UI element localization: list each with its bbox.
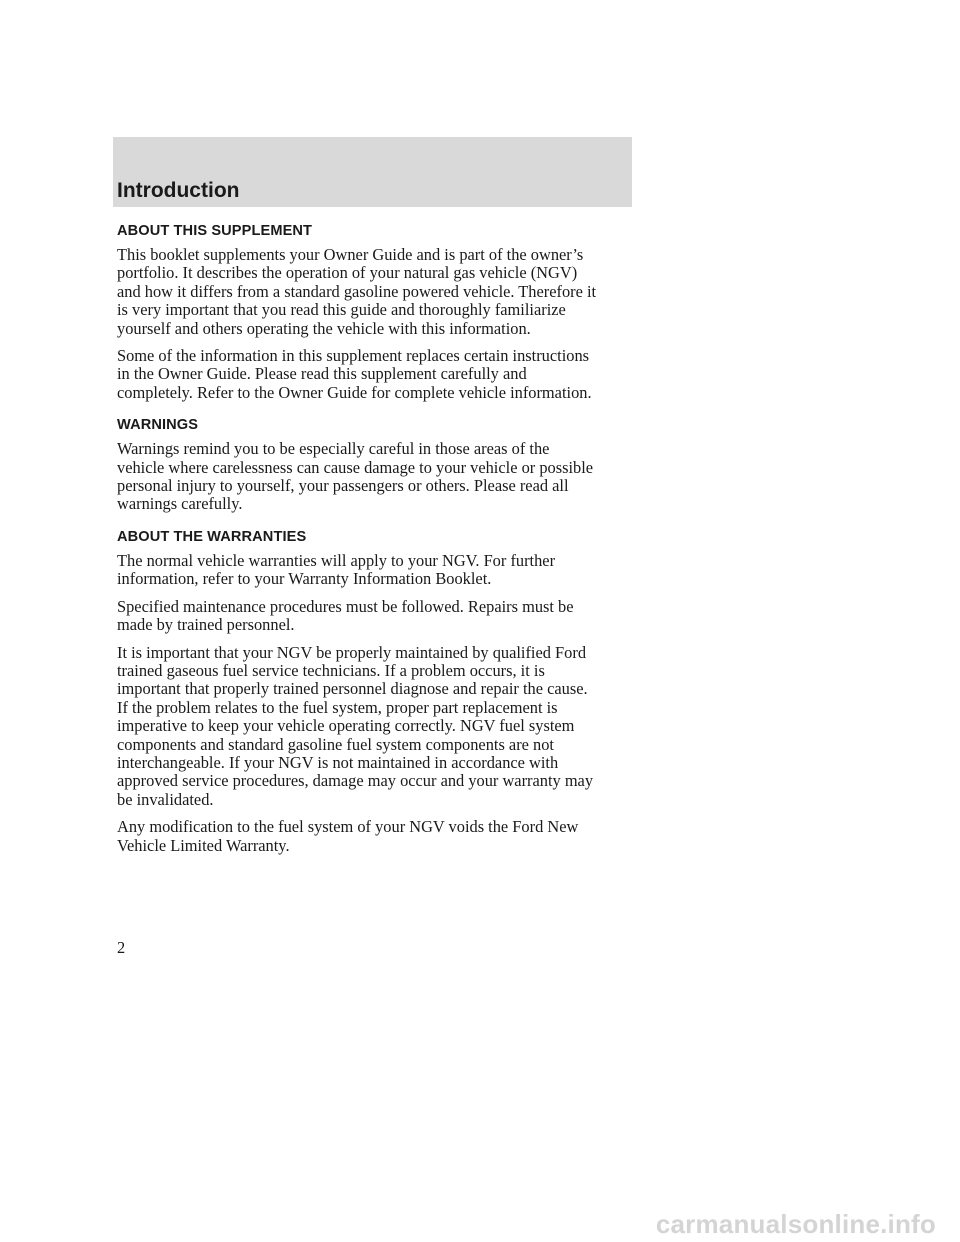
paragraph bbox=[117, 644, 637, 810]
section-about-supplement bbox=[117, 222, 637, 402]
text-line: trained gaseous fuel service technicians. If a problem occurs, it is bbox=[117, 660, 545, 680]
section-heading: WARNINGS bbox=[117, 417, 199, 434]
text-line: It is important that your NGV be properly maintained by qualified Ford bbox=[117, 642, 587, 662]
text-line: imperative to keep your vehicle operating correctly. NGV fuel system bbox=[117, 716, 575, 736]
text-line: completely. Refer to the Owner Guide for complete vehicle information. bbox=[117, 382, 592, 402]
text-line: in the Owner Guide. Please read this supplement carefully and bbox=[117, 364, 527, 384]
text-line: and how it differs from a standard gasoline powered vehicle. Therefore it bbox=[117, 281, 597, 301]
section-heading: ABOUT THIS SUPPLEMENT bbox=[117, 223, 313, 239]
section-heading: ABOUT THE WARRANTIES bbox=[117, 528, 307, 545]
paragraph bbox=[117, 440, 637, 514]
page-content bbox=[117, 222, 637, 869]
text-line: vehicle where carelessness can cause damage to your vehicle or possible bbox=[117, 457, 594, 477]
text-line: components and standard gasoline fuel system components are not bbox=[117, 734, 554, 754]
text-line: warnings carefully. bbox=[117, 494, 243, 514]
text-line: important that properly trained personnel diagnose and repair the cause. bbox=[117, 679, 588, 699]
paragraph bbox=[117, 347, 637, 402]
text-line: be invalidated. bbox=[117, 789, 214, 809]
text-line: Some of the information in this supplement replaces certain instructions bbox=[117, 346, 590, 366]
page-title: Introduction bbox=[117, 179, 240, 202]
text-line: Vehicle Limited Warranty. bbox=[117, 835, 290, 855]
section-about-warranties bbox=[117, 528, 637, 855]
watermark: carmanualsonline.info bbox=[655, 1209, 936, 1239]
paragraph bbox=[117, 246, 637, 338]
text-line: made by trained personnel. bbox=[117, 615, 295, 635]
text-line: yourself and others operating the vehicle with this information. bbox=[117, 318, 531, 338]
section-warnings bbox=[117, 416, 637, 514]
text-line: information, refer to your Warranty Information Booklet. bbox=[117, 569, 492, 589]
text-line: This booklet supplements your Owner Guide and is part of the owner’s bbox=[117, 245, 584, 264]
text-line: Any modification to the fuel system of your NGV voids the Ford New bbox=[117, 817, 579, 837]
text-line: portfolio. It describes the operation of your natural gas vehicle (NGV) bbox=[117, 263, 578, 283]
paragraph bbox=[117, 818, 637, 855]
text-line: personal injury to yourself, your passengers or others. Please read all bbox=[117, 476, 569, 496]
text-line: approved service procedures, damage may occur and your warranty may bbox=[117, 771, 594, 791]
text-line: interchangeable. If your NGV is not maintained in accordance with bbox=[117, 752, 559, 772]
text-line: If the problem relates to the fuel system, proper part replacement is bbox=[117, 697, 558, 717]
paragraph bbox=[117, 598, 637, 635]
text-line: The normal vehicle warranties will apply to your NGV. For further bbox=[117, 550, 556, 570]
paragraph bbox=[117, 552, 637, 589]
text-line: is very important that you read this guide and thoroughly familiarize bbox=[117, 300, 566, 320]
page-number: 2 bbox=[117, 938, 126, 957]
text-line: Warnings remind you to be especially careful in those areas of the bbox=[117, 439, 550, 459]
text-line: Specified maintenance procedures must be followed. Repairs must be bbox=[117, 596, 574, 616]
